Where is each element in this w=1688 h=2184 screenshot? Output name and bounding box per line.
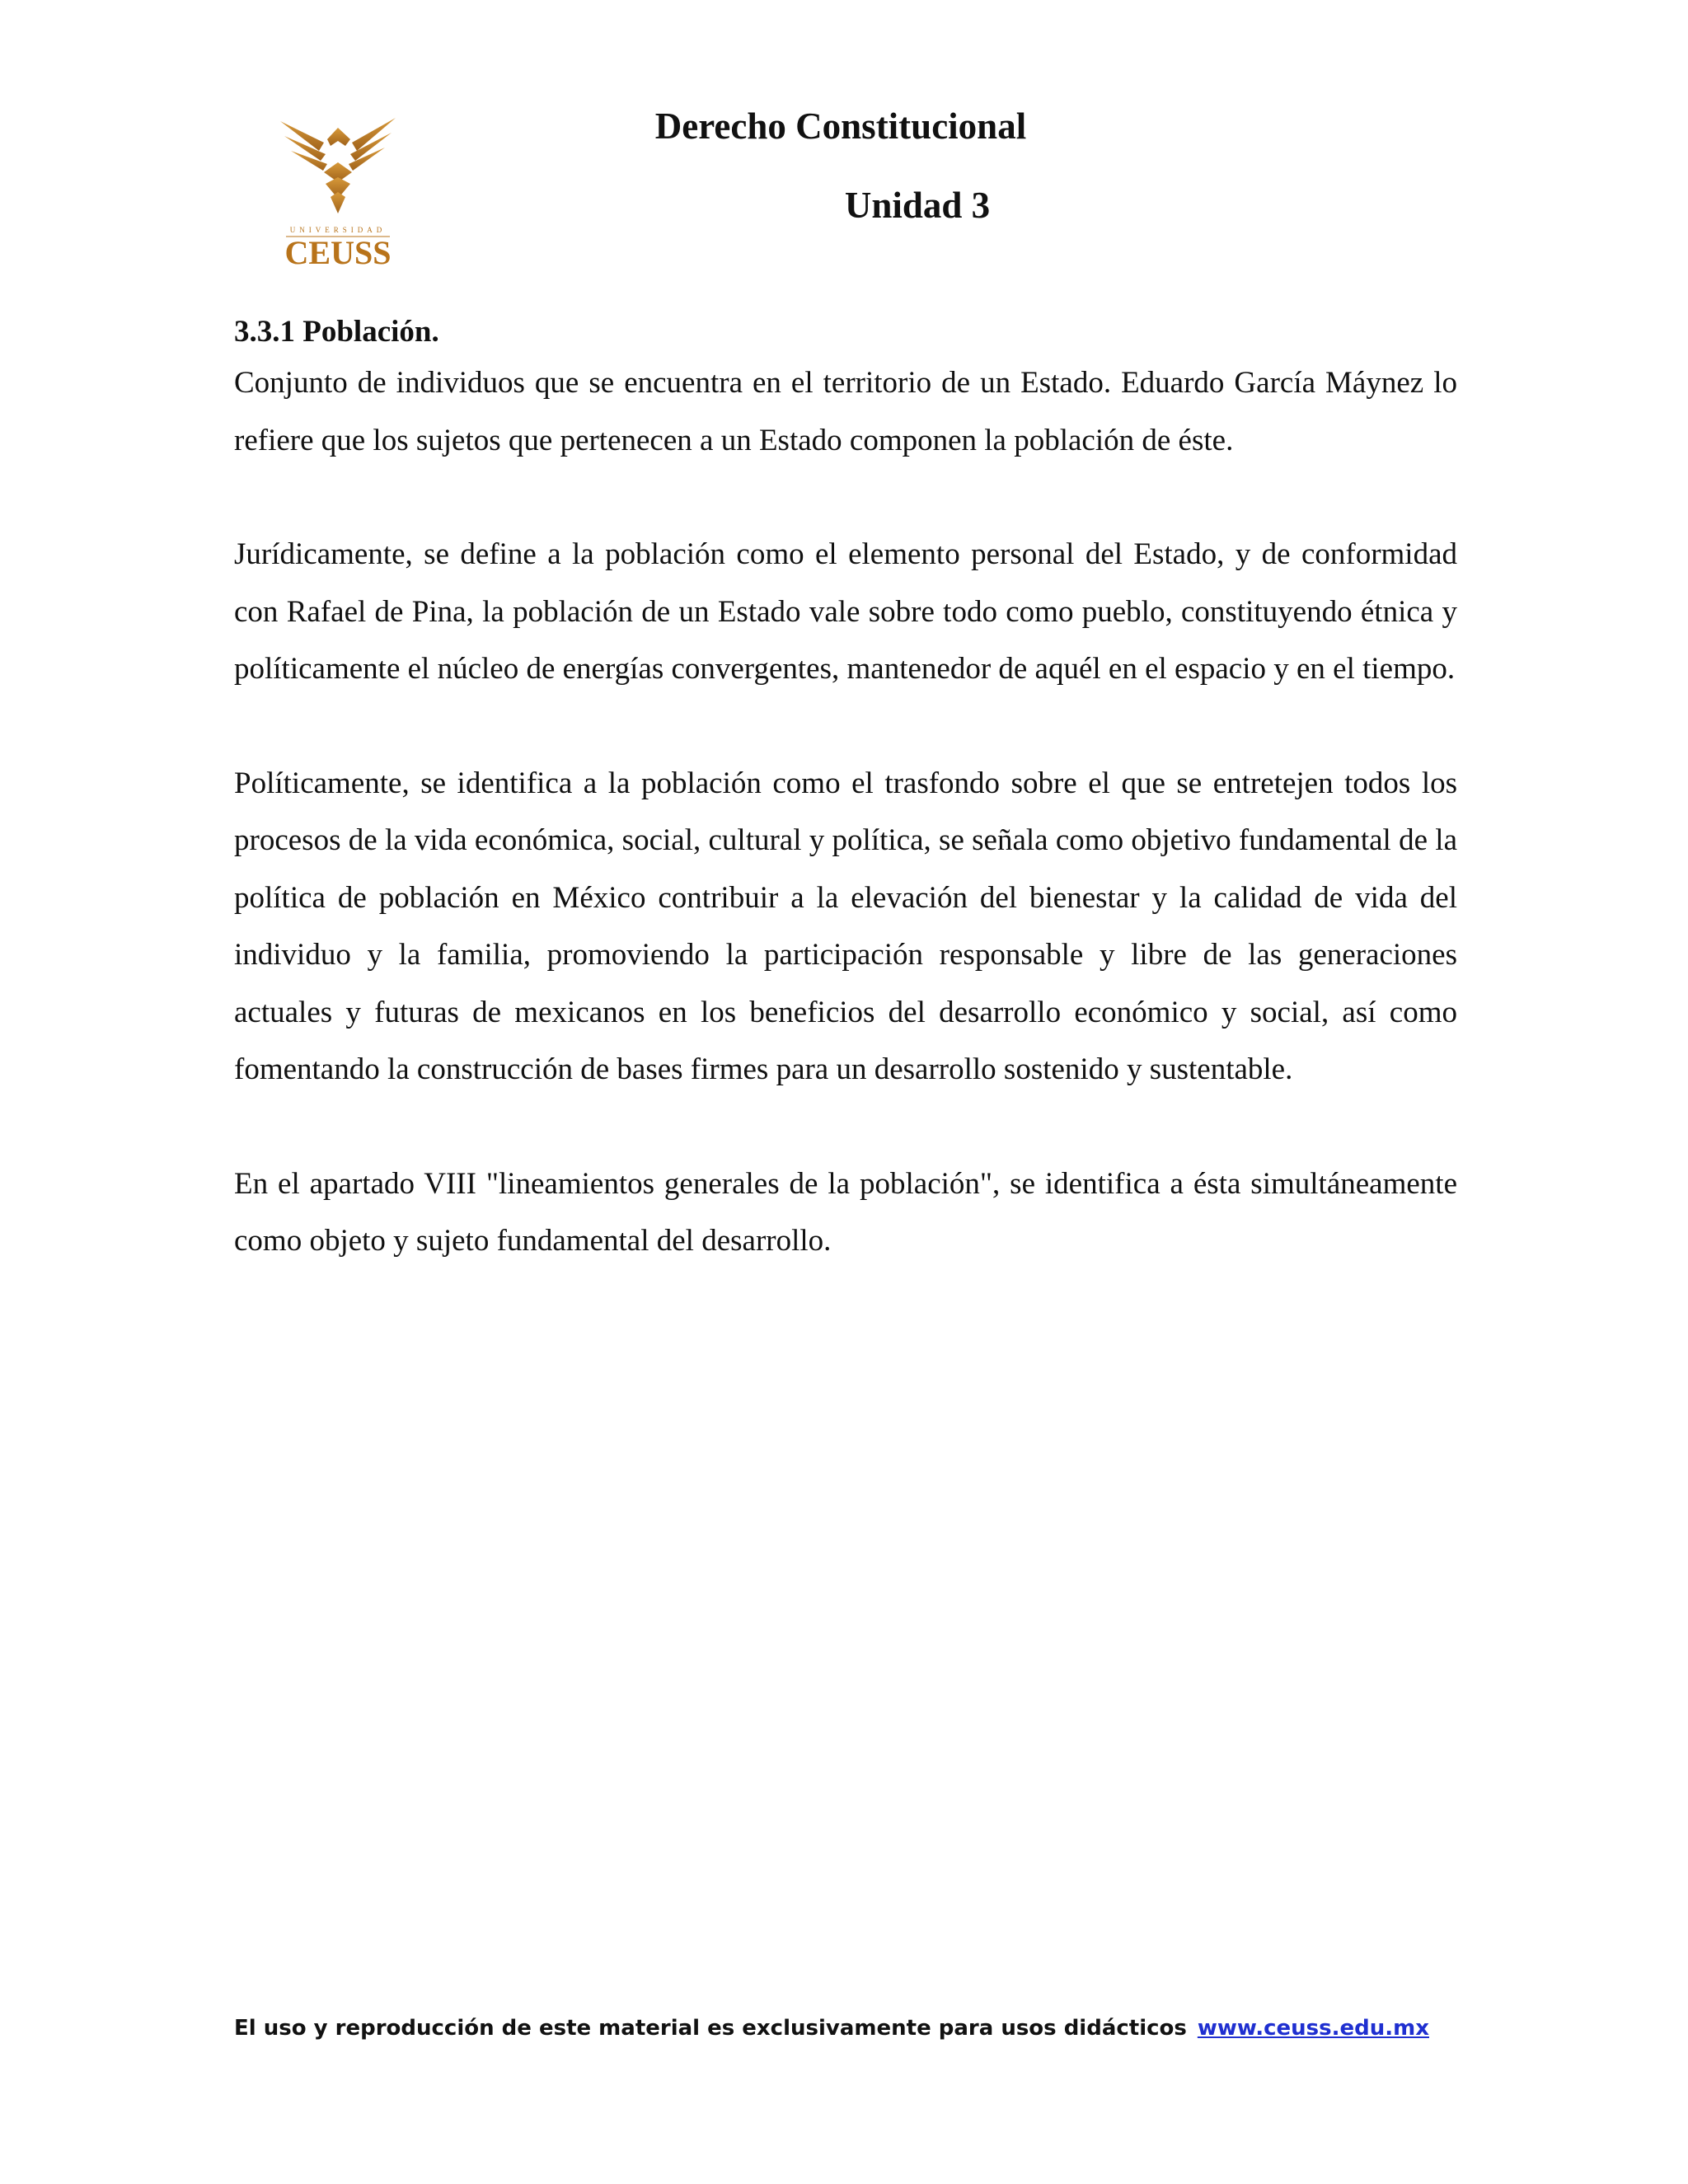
document-body [234,312,1457,1327]
unit-title: Unidad 3 [844,185,991,226]
paragraph-2: Jurídicamente, se define a la población como el elemento personal del Estado, y de conformidad con Rafael de Pina, la población de un Estado vale sobre todo como pueblo, constituyendo étnica y políticamente el núcleo de energías convergentes, mantenedor de aquél en el espacio y en el tiempo. [234,537,1457,686]
course-title: Derecho Constitucional [654,105,1027,147]
section-heading: 3.3.1 Población. [234,315,439,349]
paragraph-3: Políticamente, se identifica a la población como el trasfondo sobre el que se entretejen todos los procesos de la vida económica, social, cultural y política, se señala como objetivo fundamental de la política de población en México contribuir a la elevación del bienestar y la calidad de vida del individuo y la familia, promoviendo la participación responsable y libre de las generaciones actuales y futuras de mexicanos en los beneficios del desarrollo económico y social, así como fomentando la construcción de bases firmes para un desarrollo sostenido y sustentable. [234,766,1457,1086]
paragraph-1: Conjunto de individuos que se encuentra en el territorio de un Estado. Eduardo García Máynez lo refiere que los sujetos que pertenecen a un Estado componen la población de éste. [234,366,1457,457]
footer-note: El uso y reproducción de este material es exclusivamente para usos didácticos [234,2016,1187,2041]
logo-text: CEUSS [284,234,392,271]
paragraph-4: En el apartado VIII "lineamientos generales de la población", se identifica a ésta simultáneamente como objeto y sujeto fundamental del desarrollo. [234,1166,1457,1258]
footer-website-link[interactable]: www.ceuss.edu.mx [1197,2016,1429,2041]
logo-subtext: UNIVERSIDAD [289,226,387,234]
